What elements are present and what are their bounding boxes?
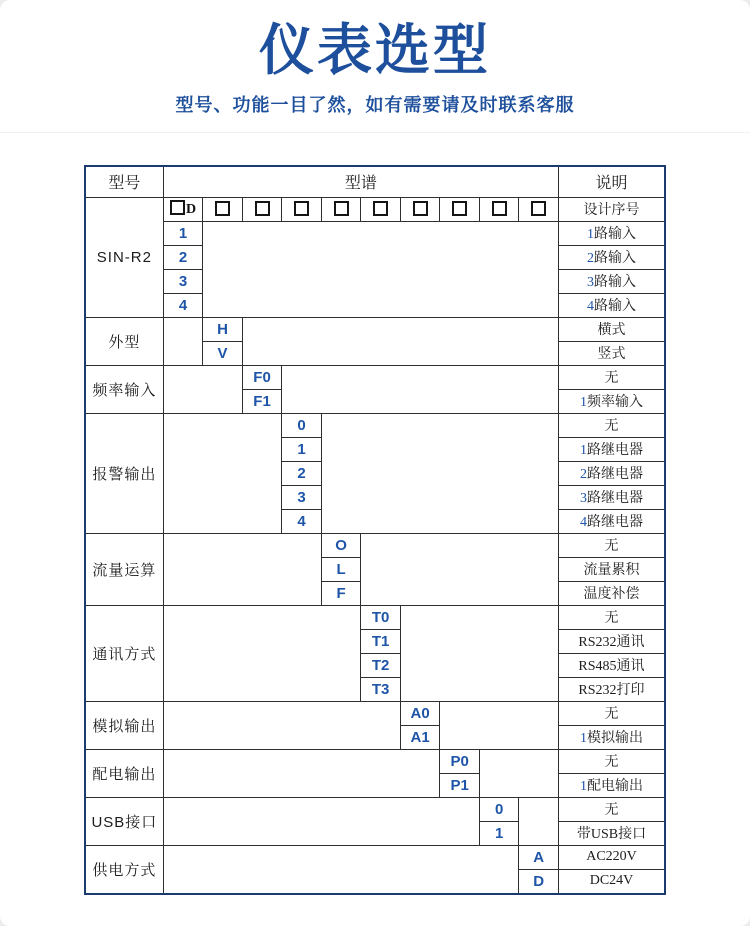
spectrum-checkbox-cell [400, 197, 440, 221]
code-cell: 3 [282, 485, 322, 509]
model-cell: 供电方式 [85, 845, 163, 894]
description-cell: 3路输入 [558, 269, 665, 293]
checkbox-icon [492, 201, 507, 216]
model-cell: 配电输出 [85, 749, 163, 797]
spacer-cell [163, 317, 203, 365]
description-cell: 竖式 [558, 341, 665, 365]
model-cell: USB接口 [85, 797, 163, 845]
option-row [85, 605, 665, 629]
page-subtitle: 型号、功能一目了然，如有需要请及时联系客服 [175, 94, 575, 115]
option-row [85, 317, 665, 341]
description-cell: 无 [558, 365, 665, 389]
code-cell: T1 [361, 629, 401, 653]
code-cell: A0 [400, 701, 440, 725]
description-cell: AC220V [558, 845, 665, 869]
code-cell: T2 [361, 653, 401, 677]
code-cell: T3 [361, 677, 401, 701]
spacer-cell [163, 797, 479, 845]
spacer-cell [400, 605, 558, 701]
description-cell: 无 [558, 701, 665, 725]
description-cell: 无 [558, 533, 665, 557]
checkbox-icon [531, 201, 546, 216]
description-cell: 无 [558, 605, 665, 629]
spacer-cell [479, 749, 558, 797]
description-cell: 1路输入 [558, 221, 665, 245]
model-cell: 报警输出 [85, 413, 163, 533]
model-cell: 外型 [85, 317, 163, 365]
description-cell: RS232打印 [558, 677, 665, 701]
description-cell: DC24V [558, 869, 665, 894]
spectrum-checkbox-cell [242, 197, 282, 221]
checkbox-icon [215, 201, 230, 216]
spacer-cell [519, 797, 559, 845]
code-cell: 2 [163, 245, 203, 269]
option-row [85, 701, 665, 725]
design-row [85, 197, 665, 221]
model-cell: 频率输入 [85, 365, 163, 413]
code-cell: 0 [479, 797, 519, 821]
checkbox-icon [373, 201, 388, 216]
description-cell: 横式 [558, 317, 665, 341]
option-row [85, 845, 665, 869]
header-divider [0, 132, 750, 133]
code-cell: 3 [163, 269, 203, 293]
spectrum-checkbox-cell [163, 197, 203, 221]
checkbox-icon [413, 201, 428, 216]
code-cell: P1 [440, 773, 480, 797]
code-cell: A1 [400, 725, 440, 749]
description-cell: 无 [558, 749, 665, 773]
description-cell: 流量累积 [558, 557, 665, 581]
description-cell: 无 [558, 413, 665, 437]
checkbox-icon [334, 201, 349, 216]
spacer-cell [163, 533, 321, 605]
code-cell: 1 [479, 821, 519, 845]
description-cell: 3路继电器 [558, 485, 665, 509]
model-cell: 通讯方式 [85, 605, 163, 701]
description-cell: 温度补偿 [558, 581, 665, 605]
description-cell: RS485通讯 [558, 653, 665, 677]
checkbox-icon [255, 201, 270, 216]
option-row [85, 221, 665, 245]
code-cell: 4 [282, 509, 322, 533]
column-header-spectrum: 型谱 [163, 166, 558, 198]
code-cell: 1 [282, 437, 322, 461]
description-cell: 1路继电器 [558, 437, 665, 461]
spacer-cell [163, 701, 400, 749]
spectrum-checkbox-cell [519, 197, 559, 221]
spectrum-checkbox-cell [440, 197, 480, 221]
code-cell: T0 [361, 605, 401, 629]
description-cell: 2路输入 [558, 245, 665, 269]
option-row [85, 797, 665, 821]
spectrum-checkbox-cell [361, 197, 401, 221]
spacer-cell [361, 533, 559, 605]
description-cell: 1配电输出 [558, 773, 665, 797]
model-cell: 模拟输出 [85, 701, 163, 749]
spacer-cell [163, 749, 440, 797]
description-cell: 2路继电器 [558, 461, 665, 485]
spectrum-checkbox-cell [203, 197, 243, 221]
description-cell: 带USB接口 [558, 821, 665, 845]
description-cell: 1频率输入 [558, 389, 665, 413]
code-cell: D [519, 869, 559, 894]
code-cell: F0 [242, 365, 282, 389]
spacer-cell [163, 413, 282, 533]
description-cell: RS232通讯 [558, 629, 665, 653]
model-cell: 流量运算 [85, 533, 163, 605]
option-row [85, 365, 665, 389]
description-cell: 1模拟输出 [558, 725, 665, 749]
spacer-cell [321, 413, 558, 533]
spacer-cell [163, 605, 361, 701]
spacer-cell [242, 317, 558, 365]
spectrum-checkbox-cell [479, 197, 519, 221]
code-cell: 0 [282, 413, 322, 437]
code-cell: F [321, 581, 361, 605]
option-row [85, 413, 665, 437]
spacer-cell [282, 365, 559, 413]
spacer-cell [440, 701, 559, 749]
option-row [85, 749, 665, 773]
column-header-model: 型号 [85, 166, 163, 198]
code-cell: P0 [440, 749, 480, 773]
checkbox-icon [294, 201, 309, 216]
spacer-cell [163, 365, 242, 413]
model-cell: SIN-R2 [85, 197, 163, 317]
spacer-cell [203, 221, 559, 317]
option-row [85, 533, 665, 557]
code-cell: F1 [242, 389, 282, 413]
description-cell: 无 [558, 797, 665, 821]
code-cell: A [519, 845, 559, 869]
code-cell: V [203, 341, 243, 365]
spectrum-checkbox-cell [282, 197, 322, 221]
column-header-description: 说明 [558, 166, 665, 198]
spectrum-checkbox-cell [321, 197, 361, 221]
code-cell: 1 [163, 221, 203, 245]
table-header-row [85, 166, 665, 198]
checkbox-icon [452, 201, 467, 216]
description-cell: 4路继电器 [558, 509, 665, 533]
checkbox-icon [170, 200, 185, 215]
code-cell: 2 [282, 461, 322, 485]
hero-header [0, 0, 750, 133]
selection-table [84, 165, 666, 895]
checkbox-d-label: D [185, 202, 197, 218]
code-cell: O [321, 533, 361, 557]
description-cell: 设计序号 [558, 197, 665, 221]
spacer-cell [163, 845, 519, 894]
page-title: 仪表选型 [258, 19, 491, 81]
code-cell: 4 [163, 293, 203, 317]
code-cell: H [203, 317, 243, 341]
description-cell: 4路输入 [558, 293, 665, 317]
code-cell: L [321, 557, 361, 581]
